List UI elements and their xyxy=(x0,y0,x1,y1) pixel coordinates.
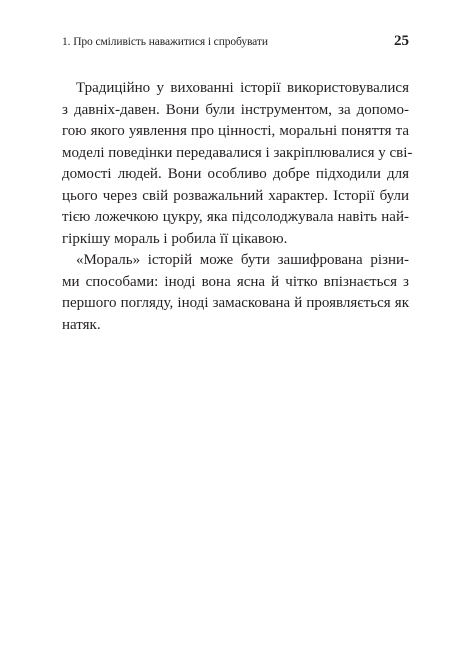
page-header xyxy=(62,33,409,53)
text-line: гою якого уявлення про цінності, моральні поняття та xyxy=(62,123,409,139)
text-line: першого погляду, іноді замаскована й проявляється як xyxy=(62,295,409,311)
text-line: домості людей. Вони особливо добре підходили для xyxy=(62,166,409,182)
body-text xyxy=(62,78,413,336)
text-line: цього через свій розважальний характер. Історії були xyxy=(62,187,409,204)
text-line: Традиційно у вихованні історії використовувалися xyxy=(76,80,409,96)
text-line: моделі поведінки передавалися і закріплювалися у сві- xyxy=(62,144,413,161)
paragraph-1 xyxy=(62,78,413,250)
text-line: з давніх-давен. Вони були інструментом, за допомо- xyxy=(62,101,409,118)
page-number: 25 xyxy=(394,33,409,49)
paragraph-2 xyxy=(62,250,409,336)
text-line: гіркішу мораль і робила її цікавою. xyxy=(62,230,288,247)
running-head: 1. Про сміливість наважитися і спробувати xyxy=(62,36,268,48)
text-line: ми способами: іноді вона ясна й чітко впізнається з xyxy=(62,273,409,290)
text-line: натяк. xyxy=(62,316,101,333)
text-line: тією ложечкою цукру, яка підсолоджувала навіть най- xyxy=(62,209,409,225)
text-line: «Мораль» історій може бути зашифрована різни- xyxy=(76,252,409,268)
